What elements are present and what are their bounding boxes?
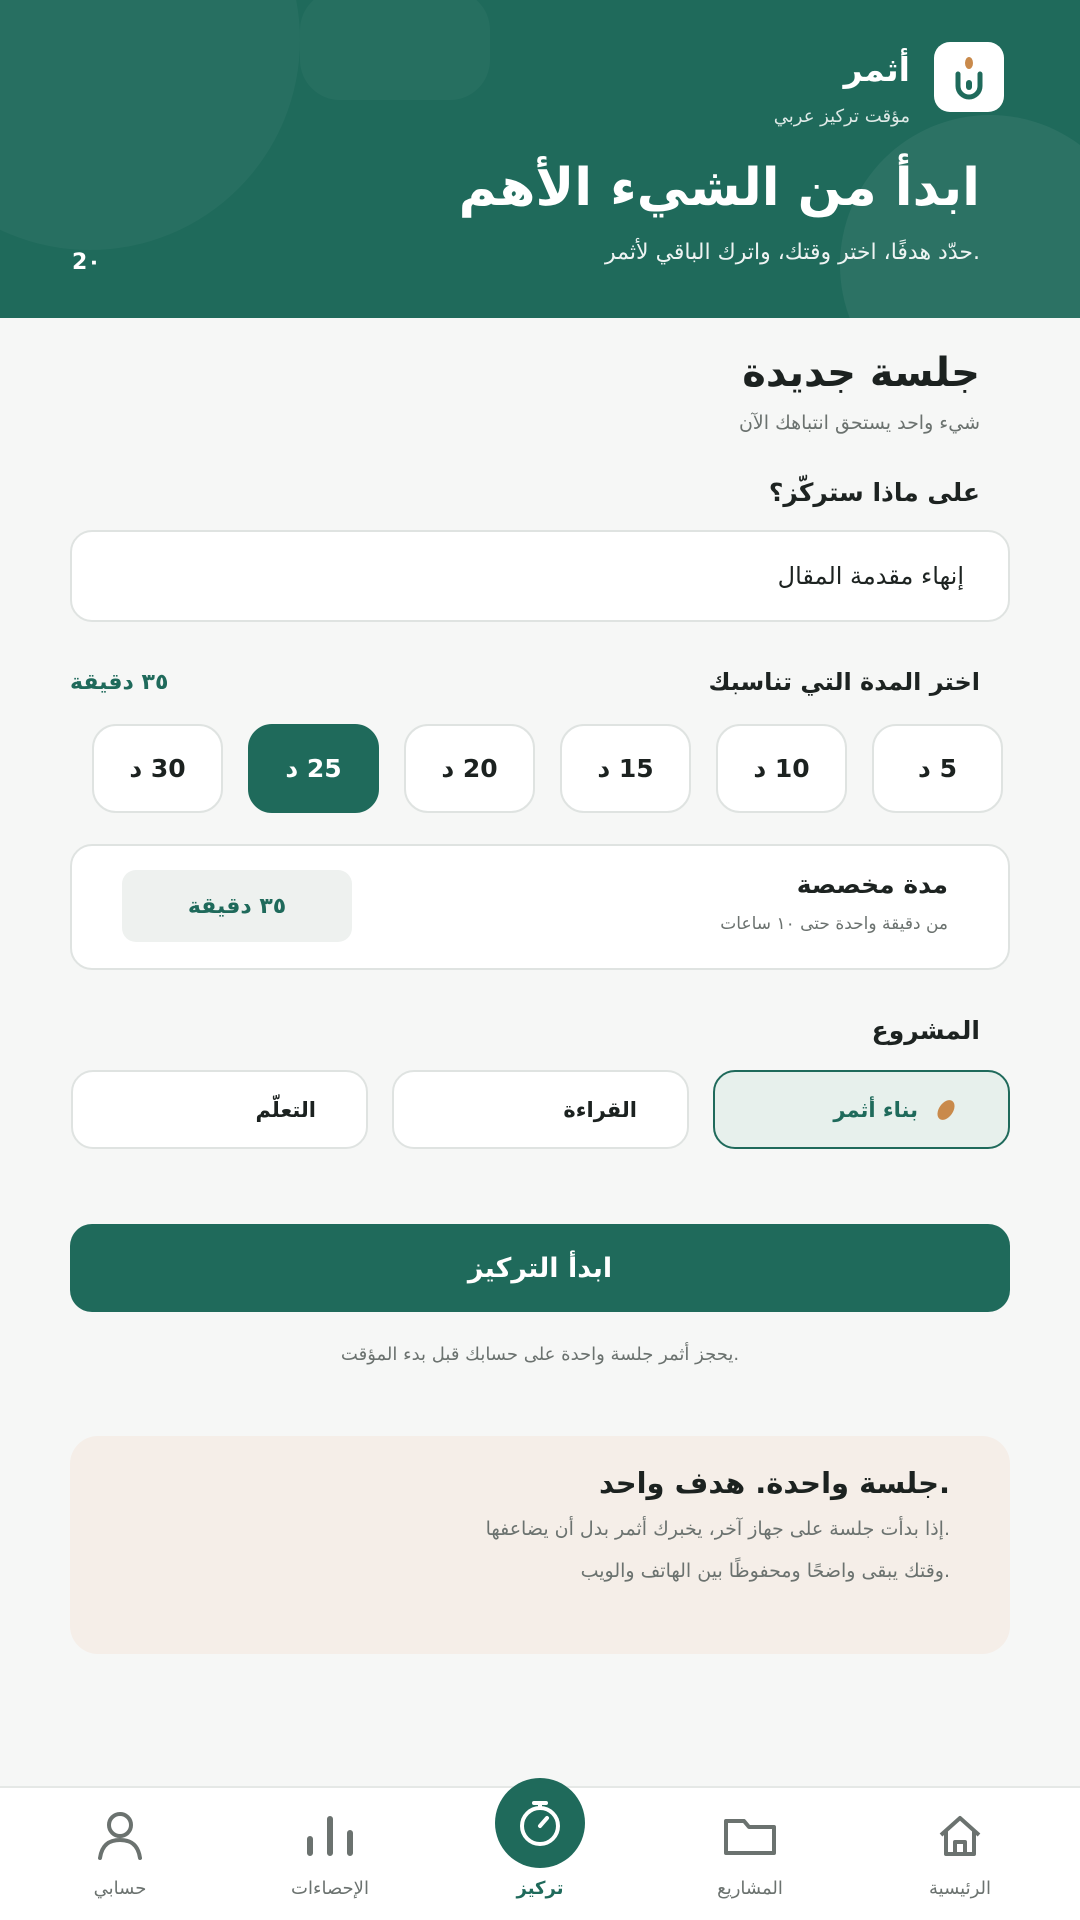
app-logo-icon xyxy=(934,42,1004,112)
info-card xyxy=(70,1436,1010,1654)
nav-item-stats[interactable] xyxy=(240,1788,420,1920)
stats-icon xyxy=(302,1808,358,1864)
custom-duration-input[interactable]: ٣٥ دقيقة xyxy=(122,870,352,942)
info-card-text: .إذا بدأت جلسة على جهاز آخر، يخبرك أثمر بدل أن يضاعفها xyxy=(485,1518,950,1540)
app-header xyxy=(0,0,1080,318)
nav-label: حسابي xyxy=(93,1878,147,1899)
home-icon xyxy=(932,1808,988,1864)
nav-label: الإحصاءات xyxy=(291,1878,369,1899)
project-option-label: بناء أثمر xyxy=(833,1097,918,1122)
leaf-icon xyxy=(934,1098,958,1122)
info-card-title: .جلسة واحدة. هدف واحد xyxy=(598,1466,950,1500)
custom-duration-card xyxy=(70,844,1010,970)
nav-label: الرئيسية xyxy=(929,1878,991,1899)
folder-icon xyxy=(722,1808,778,1864)
duration-chip-25[interactable]: 25 د xyxy=(248,724,379,813)
nav-item-projects[interactable] xyxy=(660,1788,840,1920)
app-tagline: مؤقت تركيز عربي xyxy=(773,106,910,127)
duration-chip-20[interactable]: 20 د xyxy=(404,724,535,813)
header-decoration xyxy=(0,0,300,250)
project-option-reading[interactable] xyxy=(392,1070,689,1149)
streak-counter: 2٠ xyxy=(72,250,101,275)
nav-item-focus[interactable] xyxy=(450,1788,630,1920)
header-decoration xyxy=(300,0,490,100)
duration-label: اختر المدة التي تناسبك xyxy=(708,668,980,696)
nav-label: المشاريع xyxy=(717,1878,783,1899)
project-option-label: التعلّم xyxy=(255,1097,316,1122)
app-name: أثمر xyxy=(843,50,910,89)
nav-item-home[interactable] xyxy=(870,1788,1050,1920)
nav-label: تركيز xyxy=(516,1878,564,1899)
custom-duration-subtitle: من دقيقة واحدة حتى ١٠ ساعات xyxy=(720,914,948,934)
duration-value: ٣٥ دقيقة xyxy=(70,670,169,695)
duration-chip-5[interactable]: 5 د xyxy=(872,724,1003,813)
focus-input[interactable] xyxy=(70,530,1010,622)
timer-icon xyxy=(495,1778,585,1868)
start-note: .يحجز أثمر جلسة واحدة على حسابك قبل بدء المؤقت xyxy=(340,1344,740,1365)
hero-subtitle: .حدّد هدفًا، اختر وقتك، واترك الباقي لأثمر xyxy=(605,240,980,265)
project-label: المشروع xyxy=(871,1016,980,1045)
session-subtitle: شيء واحد يستحق انتباهك الآن xyxy=(738,412,980,434)
session-title: جلسة جديدة xyxy=(742,350,980,396)
project-option-label: القراءة xyxy=(563,1097,637,1122)
info-card-text: .وقتك يبقى واضحًا ومحفوظًا بين الهاتف والويب xyxy=(580,1560,950,1582)
duration-chip-15[interactable]: 15 د xyxy=(560,724,691,813)
hero-title: ابدأ من الشيء الأهم xyxy=(458,158,980,218)
nav-item-account[interactable] xyxy=(30,1788,210,1920)
duration-chip-10[interactable]: 10 د xyxy=(716,724,847,813)
project-options xyxy=(70,1070,1010,1150)
project-option-learning[interactable] xyxy=(71,1070,368,1149)
start-focus-button[interactable]: ابدأ التركيز xyxy=(70,1224,1010,1312)
focus-label: على ماذا ستركّز؟ xyxy=(768,478,980,507)
duration-chip-30[interactable]: 30 د xyxy=(92,724,223,813)
duration-chips xyxy=(77,724,1003,814)
custom-duration-title: مدة مخصصة xyxy=(796,870,948,899)
user-icon xyxy=(92,1808,148,1864)
bottom-nav xyxy=(0,1786,1080,1920)
project-option-build[interactable] xyxy=(713,1070,1010,1149)
